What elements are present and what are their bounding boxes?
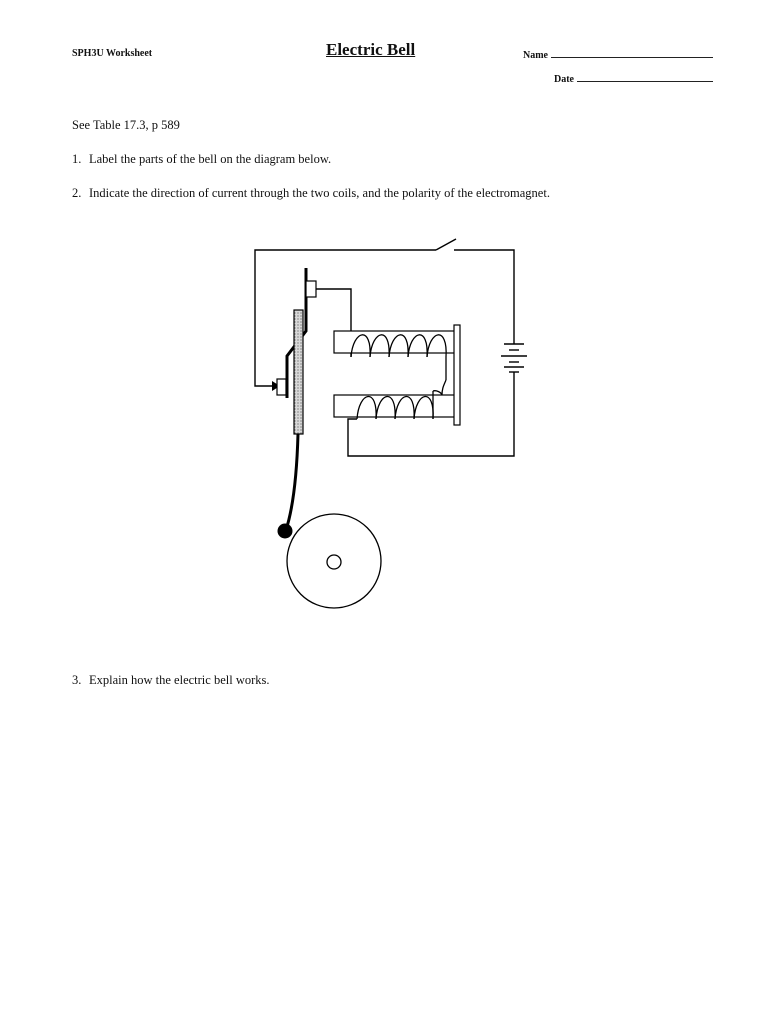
page-title: Electric Bell (326, 40, 416, 59)
switch (436, 239, 456, 250)
wire-top-right (454, 250, 514, 344)
question-number: 1. (72, 152, 82, 166)
contact-screw (277, 379, 286, 395)
course-label: SPH3U Worksheet (72, 48, 153, 59)
bracket-contact (306, 281, 316, 297)
hammer-arm (286, 434, 298, 530)
question-number: 3. (72, 673, 82, 687)
yoke (454, 325, 460, 425)
question-number: 2. (72, 186, 82, 200)
battery (501, 344, 527, 372)
reference-note: See Table 17.3, p 589 (72, 118, 180, 132)
question-text: Indicate the direction of current through the two coils, and the polarity of the electromagnet. (89, 186, 550, 200)
name-label: Name (523, 50, 548, 61)
question-text: Explain how the electric bell works. (89, 673, 270, 687)
gong-center (327, 555, 341, 569)
question-text: Label the parts of the bell on the diagram below. (89, 152, 332, 166)
date-label: Date (554, 74, 574, 85)
armature (294, 310, 303, 434)
hammer-head (278, 524, 293, 539)
wire-top-left (255, 250, 436, 386)
switch-lever (436, 239, 456, 250)
